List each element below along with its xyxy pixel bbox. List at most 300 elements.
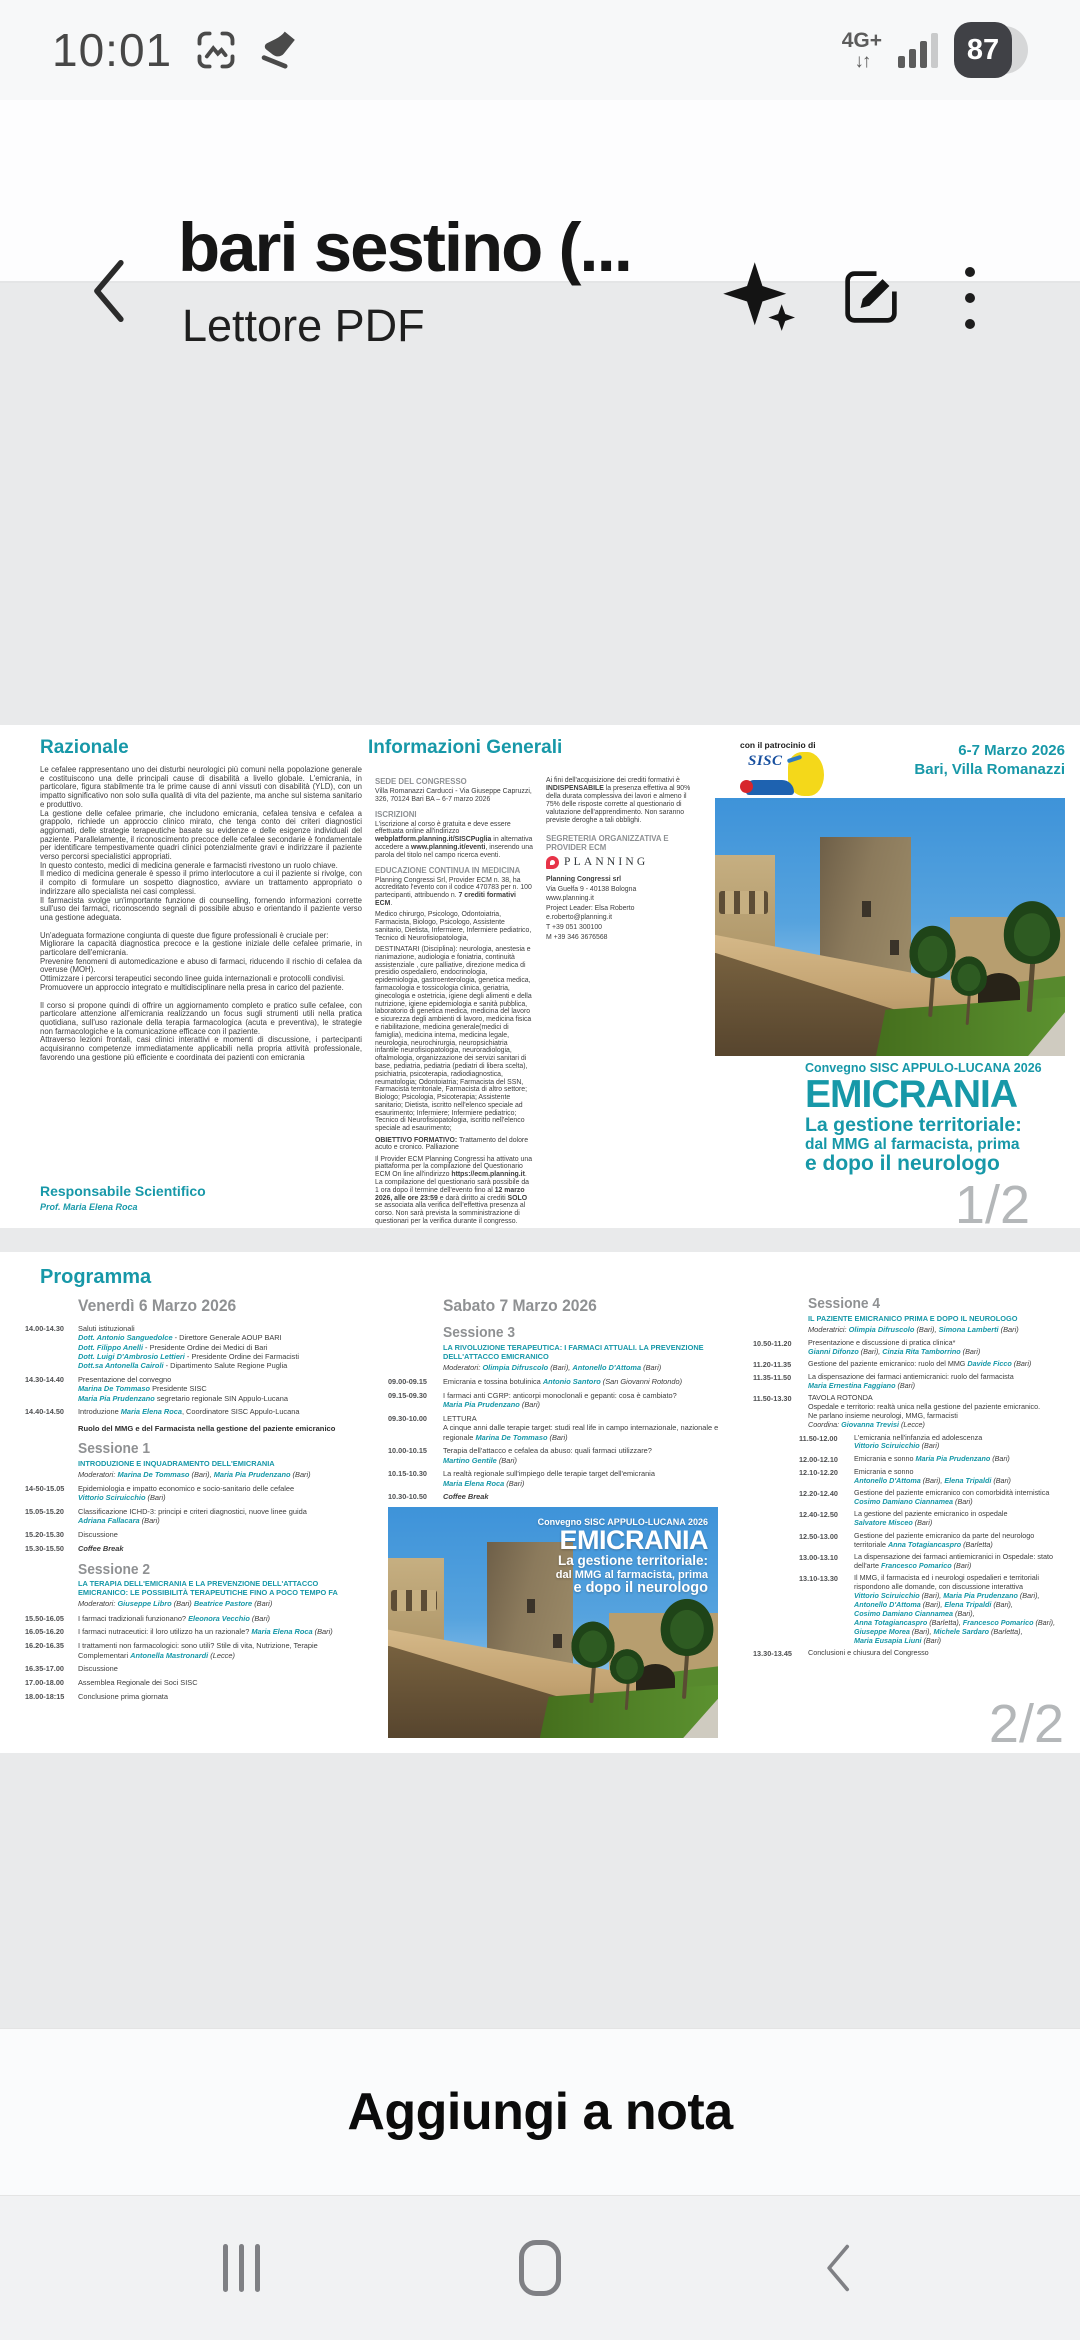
text-segment: (Bari), [920,1600,945,1610]
program-session-header [78,1561,362,1609]
program-item-line [78,1614,362,1623]
text-segment: https://ecm.planning.it [451,1171,525,1179]
program-item-content [78,1641,362,1660]
program-saturday-column [388,1296,720,1506]
text-segment: Maria Pia Prudenzano [943,1591,1018,1601]
info-section [375,810,533,860]
text-segment: (Bari) [991,1475,1011,1485]
congress-flyer-image [388,1507,718,1738]
text-segment: L'iscrizione al corso è gratuita e deve essere effettuata online all'indirizzo [375,820,511,836]
text-segment: (Bari) [171,1599,194,1609]
program-item-time: 12.40-12.50 [799,1510,838,1520]
text-segment: Maria Pia Prudenzano [915,1453,991,1463]
session-subtitle: IL PAZIENTE EMICRANICO PRIMA E DOPO IL NEUROLOGO [808,1313,1018,1323]
program-saturday [388,1324,720,1502]
text-segment: (Bari) [252,1599,273,1609]
text-segment: Antonello D'Attoma [854,1600,921,1610]
text-segment: - Direttore Generale AOUP BARI [172,1333,282,1343]
program-item-time: 12.50-13.00 [799,1531,838,1541]
flyer-kicker: Convegno SISC APPULO-LUCANA 2026 [537,1517,708,1527]
network-label: 4G+ [841,28,882,52]
program-item-line [854,1442,1067,1451]
program-item [388,1469,720,1488]
text-segment: Moderatori: [78,1599,118,1609]
program-item-time: 16.20-16.35 [25,1641,64,1651]
text-segment: Olimpia Difruscolo [482,1362,549,1372]
program-item-line [78,1493,362,1502]
text-segment: Maria Pia Prudenzano [78,1393,155,1403]
program-item-line [78,1507,362,1516]
info-section-block [375,1137,533,1153]
session-subtitle: LA RIVOLUZIONE TERAPEUTICA: I FARMACI ATTUALI. LA PREVENZIONE DELL'ATTACCO EMICRANICO [443,1342,704,1361]
program-friday-column [25,1296,362,1706]
text-segment: Eleonora Vecchio [188,1613,250,1623]
program-item-time: 15.05-15.20 [25,1507,64,1517]
program-item-line [443,1391,720,1400]
text-segment: Vittorio Sciruicchio [78,1493,146,1503]
program-item-line [854,1574,1067,1592]
text-segment: Coffee Break [78,1544,124,1554]
program-item-time: 12.10-12.20 [799,1467,838,1477]
rationale-paragraph: Prevenire fenomeni di automedicazione e abuso di farmaci, riducendo il rischio di cefalea da overuse (MOH). [40,956,362,975]
text-segment: TAVOLA ROTONDA [808,1393,873,1403]
text-segment: (Barletta), [989,1626,1023,1636]
program-item-time: 09.00-09.15 [388,1376,427,1386]
text-segment: Gestione del paziente emicranico con comorbidità internistica [854,1488,1050,1498]
text-segment: DESTINATARI (Disciplina): neurologia, anestesia e rianimazione, audiologia e foniatria, continuità assistenziale , cure palliative, direzione medica di presidio ospedaliero, endocrinologia, epidemiologia, gastroenterologia, genetica medica, farmacologia e tossicologia clinica, geriatria, ginecologia e ostetricia, igiene degli alimenti e della nutrizione, igiene epidemiologia e sanità pubblica, laboratorio di genetica medica, medicina del lavoro e sicurezza degli ambienti di lavoro, medicina fisica e riabilitazione, medicina generale(medici di famiglia), medicina interna, medicina legale, neurologia, neurochirurgia, neuropsichiatria infantile neurofisiopatologia, neuroradiologia, oftalmologia, organizzazione dei servizi sanitari di base, pediatria, pediatria (pediatri di libera scelta), psichiatria, psicoterapia, radiodiagnostica, reumatologia; Odontoiatria; Farmacista del SSN, Farmacista territoriale, Farmacista di altro settore; Biologo; Psicologia, Psicoterapia; Assistente sanitario; Dietista, iscritto nell'elenco speciale ad esaurimento; Infermiere; Infermiere pediatrico; Tecnico di Neurofisiopatologia, iscritto nell'elenco speciale ad esaurimento; [375,945,532,1133]
program-item-line [854,1532,1067,1550]
text-segment: INDISPENSABILE [546,785,604,792]
program-friday [25,1324,362,1702]
program-item [799,1574,1067,1645]
program-item [25,1627,362,1636]
info-section-block [375,1156,533,1226]
program-item-content [78,1627,362,1636]
general-info-heading: Informazioni Generali [368,737,563,758]
program-item-content [443,1492,720,1501]
rationale-paragraph: Promuovere un approccio integrato e multidisciplinare nella presa in carico del paziente. [40,982,344,992]
program-item-content [854,1468,1067,1486]
text-segment: Cinzia Rita Tamborrino [882,1346,961,1356]
info-section-block [375,788,533,804]
more-options-button[interactable] [950,258,990,338]
text-segment: (Bari), [189,1469,214,1479]
text-segment: (Bari) [641,1362,662,1372]
info-section-heading: SEDE DEL CONGRESSO [375,777,467,786]
program-session-header [443,1324,720,1372]
text-segment: (Bari) [960,1346,981,1356]
program-item-line [78,1484,362,1493]
text-segment: Cosimo Damiano Ciannamea [854,1497,954,1506]
session-title: Sessione 1 [78,1440,151,1458]
program-item-time: 17.00-18.00 [25,1678,64,1688]
program-item [25,1664,362,1673]
text-segment: Davide Ficco [967,1359,1012,1369]
text-segment: (Bari) [998,1324,1019,1334]
program-item [753,1373,1067,1391]
program-item [388,1446,720,1465]
text-segment: (Bari), [1033,1617,1056,1627]
program-item-line [78,1407,362,1416]
info-section-block [375,821,533,860]
general-info-section [368,737,700,1226]
program-session4 [753,1295,1067,1659]
text-segment: Vittorio Sciruicchio [854,1591,920,1601]
program-item [25,1530,362,1539]
flyer-title-block [538,1517,708,1596]
flyer-subtitle-3: e dopo il neurologo [573,1579,708,1596]
program-item-content [78,1407,362,1416]
program-item-line [78,1375,362,1384]
program-item-content [443,1469,720,1488]
rationale-paragraph: Un'adeguata formazione congiunta di queste due figure professionali è cruciale per: [40,930,329,940]
text-segment: Villa Romanazzi Carducci - Via Giuseppe Capruzzi, 326, 70124 Bari BA – 6-7 marzo 2026 [375,788,532,803]
recents-icon [223,2244,260,2292]
text-segment: Marina De Tommaso [78,1384,151,1394]
program-item-line [854,1637,1067,1646]
text-segment: Antonio Santoro [542,1376,601,1386]
text-segment: I farmaci tradizionali funzionano? [78,1613,189,1623]
planning-address-line: Planning Congressi srl [546,876,622,883]
text-segment: Francesco Pomarico [962,1617,1034,1627]
pdf-page-2[interactable] [0,1252,1080,1753]
program-item-content [78,1530,362,1539]
program-item-time: 15.20-15.30 [25,1530,64,1540]
sisc-wordmark: SISC [748,753,783,770]
program-item-line [443,1456,720,1465]
text-segment: (Bari) [919,1441,940,1451]
program-item [799,1532,1067,1550]
program-item-line [78,1384,362,1393]
program-item-content [78,1664,362,1673]
navigation-bar [0,2196,1080,2340]
program-item [25,1484,362,1503]
rationale-paragraph: La gestione delle cefalee primarie, che includono emicrania, cefalea tensiva e cefalea a grappolo, richiede un approccio clinico mirato, che tenga conto dei criteri diagnostici aggiornati, delle strategie terapeutiche basate su evidenze e delle esigenze individuali del paziente. Parallelamente, il riconoscimento precoce delle cefalee secondarie è fondamentale per identificare tempestivamente quadri clinici potenzialmente gravi e indirizzare il paziente verso percorsi specialistici appropriati. [40,808,362,862]
program-item-time: 10.00-10.15 [388,1446,427,1456]
text-segment: Beatrice Pastore [193,1599,253,1609]
app-name-label: Lettore PDF [182,300,425,351]
program-item [753,1394,1067,1430]
text-segment: Trattamento del dolore acuto e cronico. Palliazione [375,1136,529,1152]
program-item-time: 14.40-14.50 [25,1407,64,1417]
text-segment: in alternativa accedere a [375,836,533,851]
session-moderators [443,1363,720,1372]
program-item-time: 14.30-14.40 [25,1374,64,1384]
edit-annotate-button[interactable] [838,264,904,330]
program-item [25,1692,362,1701]
program-item-time: 13.30-13.45 [753,1649,792,1659]
program-item-content [808,1360,1067,1369]
patronage-block [740,741,828,796]
text-segment: la presenza effettiva al 90% della durata complessiva dei lavori e almeno il 75% delle risposte corrette al questionario di valutazione dell'apprendimento. Non saranno previste deroghe a tali obblighi. [546,785,691,824]
program-item-line [808,1360,1067,1369]
text-segment: Moderatori: [443,1362,483,1372]
planning-logo [546,856,698,869]
program-item-content [443,1377,720,1386]
text-segment: Elena Tripaldi [944,1475,992,1485]
text-segment: I trattamenti non farmacologici: sono utili? Stile di vita, Nutrizione, Terapie Complementari [78,1641,318,1660]
rationale-paragraph: In questo contesto, medici di medicina generale e farmacisti rivestono un ruolo chiave. [40,860,338,870]
page-indicator-2: 2/2 [988,1694,1064,1753]
text-segment: Discussione [78,1664,118,1674]
text-segment: Assemblea Regionale dei Soci SISC [78,1678,198,1688]
text-segment: (Bari) [951,1560,972,1570]
text-segment: (Bari) [249,1613,270,1623]
text-segment: (Bari), [1017,1591,1040,1601]
program-item-line [808,1421,1067,1430]
friday-day-heading: Venerdì 6 Marzo 2026 [78,1296,237,1315]
rationale-paragraph: Il corso si propone quindi di offrire un aggiornamento completo e pratico sulle cefalee, con particolare attenzione all'emicrania realizzando un focus sugli strumenti utili nella pratica quotidiana, sull'uso razionale della terapia farmacologica (acuta e preventiva), le strategie non farmacologiche e la comunicazione efficace con il paziente. [40,1000,362,1036]
congress-title: EMICRANIA [805,1073,1017,1116]
battery-percent-badge: 87 [954,22,1012,78]
pdf-page-1[interactable] [0,725,1080,1228]
program-item-line [78,1516,362,1525]
text-segment: Ne parlano insieme neurologi, MMG, farmacisti [808,1411,958,1421]
text-segment: Vittorio Sciruicchio [854,1441,920,1451]
text-segment: La dispensazione dei farmaci antiemicranici: ruolo del farmacista [808,1372,1014,1382]
text-segment: (Bari) [912,1518,933,1528]
text-segment: Emicrania e tossina botulinica [443,1376,543,1386]
text-segment: La gestione del paziente emicranico in ospedale [854,1509,1008,1519]
text-segment: Conclusioni e chiusura del Congresso [808,1648,929,1658]
text-segment: (Bari), [909,1626,934,1636]
session-title: Sessione 3 [443,1324,516,1341]
text-segment: Moderatori: [78,1469,118,1479]
text-segment: Presidente SISC [150,1384,207,1394]
program-item [25,1544,362,1553]
program-item-content [443,1414,720,1442]
text-segment: . [390,899,393,907]
program-item [799,1489,1067,1507]
rationale-paragraph: Il medico di medicina generale è spesso il primo interlocutore a cui il paziente si rivolge, con il compito di formulare un sospetto diagnostico, avviare un trattamento appropriato o indirizzare allo specialista nei casi complessi. [40,869,362,896]
event-date-venue [914,741,1065,779]
text-segment: Michele Sardaro [933,1626,990,1636]
screenshot-notification-icon [194,28,238,72]
planning-wordmark: PLANNING [564,855,649,868]
program-item-time: 11.50-12.00 [799,1433,838,1443]
signal-bars-icon [898,32,938,68]
program-item-line [854,1519,1067,1528]
text-segment: Ospedale e territorio: realtà unica nella gestione del paziente emicranico. [808,1402,1041,1412]
text-segment: Marina De Tommaso [117,1469,190,1479]
text-segment: , Coordinatore SISC Appulo-Lucana [181,1407,300,1417]
add-note-bar[interactable] [0,2028,1080,2196]
program-item-content [854,1574,1067,1645]
program-item [25,1614,362,1623]
event-venue: Bari, Villa Romanazzi [914,761,1065,778]
program-item-line [78,1664,362,1673]
recents-button[interactable] [196,2223,286,2313]
text-segment: se associata alla verifica dell'effettiva presenza al corso. Non sarà prevista la somministrazione di questionari per la verifica durante il congresso. [375,1202,526,1226]
text-segment: (Lecce) [898,1420,925,1430]
program-item-line [854,1553,1067,1571]
text-segment: SOLO [507,1194,528,1202]
congress-kicker: Convegno SISC APPULO-LUCANA 2026 [805,1061,1042,1075]
session-title: Sessione 2 [78,1560,151,1578]
planning-address-line: T +39 051 300100 [546,923,603,931]
ai-assist-button[interactable] [718,256,802,342]
info-section-block [375,946,533,1133]
planning-p-icon [546,856,559,869]
program-item-content [854,1553,1067,1571]
program-item-content [808,1649,1067,1658]
planning-address-line: e.roberto@planning.it [546,914,612,922]
text-segment: Giuseppe Morea [854,1626,910,1636]
text-segment: (Bari) [496,1455,517,1465]
session-subtitle: INTRODUZIONE E INQUADRAMENTO DELL'EMICRANIA [78,1458,275,1468]
text-segment: Maria Pia Prudenzano [213,1469,291,1479]
text-segment: Coffee Break [443,1492,489,1502]
program-item-time: 10.15-10.30 [388,1469,427,1479]
text-segment: (Bari) [139,1516,160,1526]
program-item [753,1339,1067,1357]
text-segment: OBIETTIVO FORMATIVO: [375,1136,458,1144]
rationale-paragraph: Le cefalee rappresentano uno dei disturbi neurologici più comuni nella popolazione generale e costituiscono una delle principali cause di disabilità a livello globale. L'emicrania, in particolare, figura stabilmente tra le prime cause di anni vissuti con disabilità (YLD), con un impatto significativo non solo sulla qualità di vita del paziente, ma anche sul sistema sanitario e produttivo. [40,765,362,809]
text-segment: 7 crediti formativi ECM [375,892,516,907]
program-item-line [443,1423,720,1442]
program-item-content [854,1434,1067,1452]
rationale-paragraph: Il farmacista svolge un'importante funzione di counselling, fornendo informazioni corrette sull'uso dei farmaci, riconoscendo segnali di possibile abuso e orientando il paziente verso una gestione adeguata. [40,895,362,922]
event-date: 6-7 Marzo 2026 [958,742,1065,759]
text-segment: Martino Gentile [443,1455,497,1465]
add-note-label: Aggiungi a nota [347,2083,733,2141]
program-item-line [78,1394,362,1403]
text-segment: Il Provider ECM Planning Congressi ha attivato una piattaforma per la compilazione del Questionario ECM On line all'indirizzo [375,1155,533,1179]
text-segment: (Bari) [519,1400,540,1410]
document-title: bari sestino (... [178,209,631,286]
text-segment: Simona Lamberti [938,1324,999,1334]
session-moderators [808,1325,1067,1334]
program-item-time: 15.50-16.05 [25,1613,64,1623]
program-item-content [78,1324,362,1370]
text-segment: Cosimo Damiano Ciannamea [854,1608,954,1618]
program-item-line [78,1333,362,1342]
text-segment: (Bari) [990,1453,1010,1463]
program-item-line [854,1455,1067,1464]
text-segment: Dott.sa Antonella Cairoli [78,1361,164,1371]
program-item-line [443,1479,720,1488]
text-segment: Emicrania e sonno [854,1466,914,1476]
text-segment: (San Giovanni Rotondo) [600,1376,683,1386]
program-item-content [808,1339,1067,1357]
text-segment: Ai fini dell'acquisizione dei crediti formativi è [546,777,680,784]
program-item-line [443,1377,720,1386]
program-item-content [78,1678,362,1687]
text-segment: Maria Elena Roca [120,1407,182,1417]
program-item-time: 11.50-13.30 [753,1394,792,1404]
program-item-line [808,1382,1067,1391]
text-segment: I farmaci anti CGRP: anticorpi monoclonali e gepanti: cosa è cambiato? [443,1390,677,1400]
ecm-credits-note [546,777,698,825]
program-item-time: 13.10-13.30 [799,1574,838,1584]
text-segment: Antonella Mastronardi [130,1650,209,1660]
congress-title-block [805,1061,1042,1175]
back-button[interactable] [84,252,136,330]
text-segment: Planning Congressi Srl, Provider ECM n. 38, ha accreditato l'evento con il codice 470783 per n. 100 partecipanti, attribuendo n. [375,876,532,900]
program-item [388,1414,720,1442]
general-info-column-2 [546,777,698,942]
text-segment: - Presidente Ordine dei Medici di Bari [143,1342,268,1352]
battery-indicator [954,22,1028,78]
planning-address-line: Via Guelfa 9 - 40138 Bologna [546,885,637,893]
info-section-heading: EDUCAZIONE CONTINUA IN MEDICINA [375,865,521,875]
program-heading: Programma [40,1266,152,1288]
flyer-title: EMICRANIA [559,1525,708,1555]
program-item [799,1434,1067,1452]
text-segment: Introduzione [78,1407,121,1417]
text-segment: (Bari) [312,1627,333,1637]
program-session-header [78,1440,362,1479]
program-item-time: 16.35-17.00 [25,1664,64,1674]
info-section-block [375,911,533,942]
text-segment: (Bari), [914,1324,939,1334]
text-segment: Discussione [78,1530,118,1540]
secretariat-heading: SEGRETERIA ORGANIZZATIVA E PROVIDER ECM [546,834,669,852]
text-segment: Giovanna Trevisi [841,1420,899,1430]
status-right-cluster [842,22,1028,78]
text-segment: Moderatrici: [808,1324,849,1334]
castle-photo [715,798,1065,1056]
program-item-content [78,1544,362,1553]
text-segment: Antonello D'Attoma [854,1475,921,1485]
congress-subtitle-1: La gestione territoriale: [805,1114,1022,1136]
program-item [25,1678,362,1687]
home-button[interactable] [495,2223,585,2313]
text-segment: (Bari) [921,1635,942,1645]
rationale-paragraph: Ottimizzare i percorsi terapeutici secondo linee guida internazionali e protocolli condivisi. [40,974,346,984]
text-segment: Anna Totagiancaspro [887,1539,962,1549]
planning-address [546,875,698,942]
text-segment: 12 marzo 2026, alle ore 23:59 [375,1186,525,1202]
program-item [753,1649,1067,1658]
network-type-indicator [842,30,882,71]
text-segment: Epidemiologia e impatto economico e socio-sanitario delle cefalee [78,1484,295,1494]
flyer-subtitle-1: La gestione territoriale: [557,1553,708,1568]
program-item-line [854,1498,1067,1507]
text-segment: Adriana Fallacara [78,1516,140,1526]
program-item [25,1407,362,1416]
program-item-content [78,1375,362,1403]
congress-subtitle-3: e dopo il neurologo [805,1152,1000,1175]
program-item [25,1641,362,1660]
session-subtitle: LA TERAPIA DELL'EMICRANIA E LA PREVENZIONE DELL'ATTACCO EMICRANICO: LE POSSIBILITÀ TERAPEUTICHE FINO A POCO TEMPO FA [78,1579,338,1598]
program-session4-column [753,1288,1067,1662]
program-item [799,1510,1067,1528]
nav-back-button[interactable] [794,2223,884,2313]
general-info-column-1 [375,777,533,1228]
program-item-content [808,1373,1067,1391]
text-segment: Dott. Luigi D'Ambrosio Lettieri [78,1351,185,1361]
text-segment: . La compilazione del questionario sarà possibile da 1 ora dopo il termine dell'evento fino al [375,1171,529,1194]
rationale-section [40,737,362,1222]
program-item-line [78,1641,362,1660]
program-item-line [808,1348,1067,1357]
text-segment: Marina De Tommaso [475,1432,548,1442]
program-item-time: 11.20-11.35 [753,1360,792,1370]
program-item-content [78,1507,362,1526]
session-title: Sessione 4 [808,1295,881,1312]
info-section [375,866,533,1226]
text-segment: (Bari) [504,1478,525,1488]
text-segment: webplatform.planning.it/SISCPuglia [375,836,492,844]
program-theme-line: Ruolo del MMG e del Farmacista nella gestione del paziente emicranico [78,1423,336,1433]
program-item [25,1324,362,1370]
text-segment: (Bari) [953,1497,973,1506]
text-segment: (Bari), [953,1608,975,1618]
sisc-wave-icon [746,780,794,795]
program-item-content [854,1455,1067,1464]
program-item-line [78,1343,362,1352]
